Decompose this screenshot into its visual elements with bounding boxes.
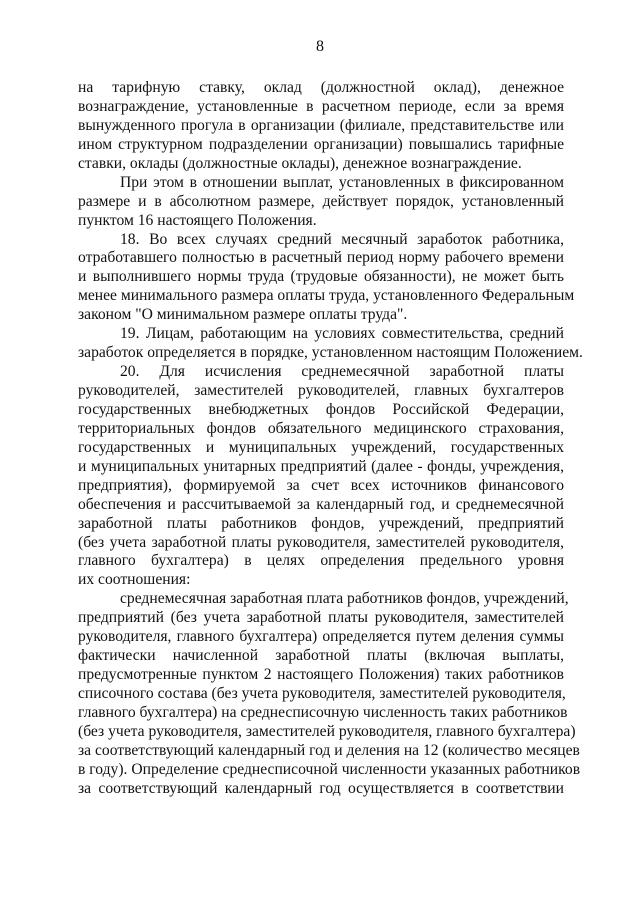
text-line: в году). Определение среднесписочной численности указанных работников <box>78 760 581 778</box>
text-line: (без учета заработной платы руководителя, заместителей руководителя, <box>78 533 564 551</box>
text-line: государственных и муниципальных учреждений, государственных <box>78 438 564 456</box>
text-line: При этом в отношении выплат, установленных в фиксированном <box>120 173 564 191</box>
text-line: отработавшего полностью в расчетный период норму рабочего времени <box>78 249 564 267</box>
text-line: размере и в абсолютном размере, действует порядок, установленный <box>78 192 564 210</box>
text-line: обеспечения и рассчитываемой за календарный год, и среднемесячной <box>78 495 564 513</box>
text-line: предприятия), формируемой за счет всех источников финансового <box>78 476 564 494</box>
text-line: вынужденного прогула в организации (филиале, представительстве или <box>78 116 564 134</box>
text-line: руководителя, главного бухгалтера) определяется путем деления суммы <box>78 628 564 646</box>
text-line: законом "О минимальном размере оплаты труда". <box>78 306 408 324</box>
text-line: главного бухгалтера) на среднесписочную численность таких работников <box>78 703 568 721</box>
text-line: их соотношения: <box>78 571 191 589</box>
text-line: менее минимального размера оплаты труда, установленного Федеральным <box>78 287 575 305</box>
text-line: вознаграждение, установленные в расчетном периоде, если за время <box>78 97 564 115</box>
text-line: заработок определяется в порядке, установленном настоящим Положением. <box>78 344 583 362</box>
page-number: 8 <box>316 38 324 55</box>
text-line: (без учета руководителя, заместителей руководителя, главного бухгалтера) <box>78 722 576 740</box>
paragraph <box>78 363 564 590</box>
text-line: за соответствующий календарный год и деления на 12 (количество месяцев <box>78 741 580 759</box>
text-line: 19. Лицам, работающим на условиях совместительства, средний <box>120 325 564 343</box>
text-line: и муниципальных унитарных предприятий (далее - фонды, учреждения, <box>78 457 564 475</box>
paragraph <box>78 230 575 326</box>
text-line: руководителей, заместителей руководителей, главных бухгалтеров <box>78 382 564 399</box>
text-line: фактически начисленной заработной платы (включая выплаты, <box>78 647 564 665</box>
document-body <box>78 79 583 799</box>
text-line: заработной платы работников фондов, учреждений, предприятий <box>78 514 564 532</box>
text-line: 20. Для исчисления среднемесячной заработной платы <box>120 363 564 381</box>
text-line: территориальных фондов обязательного медицинского страхования, <box>78 419 564 437</box>
paragraph <box>78 325 583 363</box>
text-line: списочного состава (без учета руководителя, заместителей руководителя, <box>78 685 566 702</box>
text-line: пунктом 16 настоящего Положения. <box>78 211 317 229</box>
text-line: предусмотренные пунктом 2 настоящего Положения) таких работников <box>78 666 564 684</box>
text-line: ином структурном подразделении организации) повышались тарифные <box>78 135 564 153</box>
text-line: 18. Во всех случаях средний месячный заработок работника, <box>120 230 564 248</box>
paragraph <box>78 174 564 231</box>
text-line: за соответствующий календарный год осуществляется в соответствии <box>78 779 564 797</box>
text-line: среднемесячная заработная плата работников фондов, учреждений, <box>120 590 569 608</box>
text-line: предприятий (без учета заработной платы руководителя, заместителей <box>78 609 564 627</box>
text-line: государственных внебюджетных фондов Российской Федерации, <box>78 400 564 418</box>
paragraph <box>78 590 581 798</box>
text-line: и выполнившего нормы труда (трудовые обязанности), не может быть <box>78 268 564 286</box>
paragraph <box>78 79 564 174</box>
text-line: на тарифную ставку, оклад (должностной оклад), денежное <box>78 79 564 96</box>
text-line: главного бухгалтера) в целях определения предельного уровня <box>78 552 564 570</box>
text-line: ставки, оклады (должностные оклады), денежное вознаграждение. <box>78 154 522 172</box>
